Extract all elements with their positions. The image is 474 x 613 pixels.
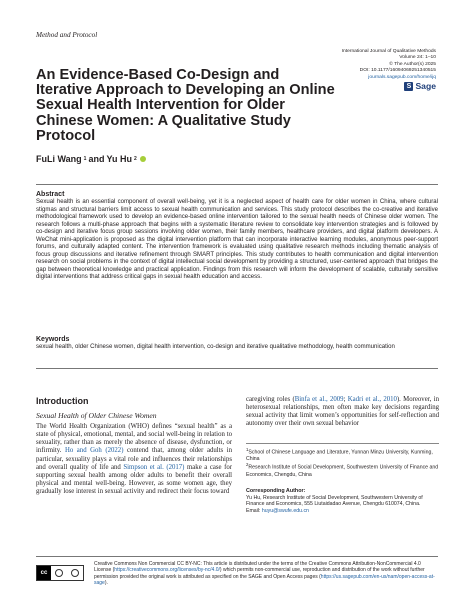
affiliation-item: $^2$Research Institute of Social Development, Southwestern University of Finance and Economics, Chengdu, China xyxy=(246,462,439,478)
affiliations xyxy=(246,447,439,478)
footnote-divider xyxy=(246,443,439,444)
divider xyxy=(36,184,438,185)
citation-link[interactable]: Binfa et al., 2009 xyxy=(294,396,344,403)
keywords-text: sexual health, older Chinese women, digital health intervention, co-design and iterative qualitative methodology, health communication xyxy=(36,344,395,350)
journal-url[interactable]: journals.sagepub.com/home/ijq xyxy=(368,74,436,80)
author-name: FuLi Wang xyxy=(36,154,82,164)
abstract-heading: Abstract xyxy=(36,191,65,198)
author-list xyxy=(36,154,146,164)
sage-logo-icon: S xyxy=(404,82,413,91)
intro-paragraph-1: The World Health Organization (WHO) defines “sexual health” as a state of physical, emotional, mental, and social well-being in relation to sexuality, rather than as merely the absence of disease, dysfunction, or infirmity. Ho and Goh (2022) contend that, among older adults in particular, sexuality plays a vital role and influences their relationships and overall quality of life and Simpson et al. (2017) make a case for supporting sexual health among older adults to benefit their overall physical and mental well-being. However, as some women age, they gradually lose interest in sexual activity and redirect their focus toward xyxy=(36,423,232,496)
author-affiliation-mark: 1 xyxy=(83,156,87,162)
subsection-heading: Sexual Health of Older Chinese Women xyxy=(36,411,157,420)
author-name: Yu Hu xyxy=(106,154,132,164)
cc-icon: cc xyxy=(37,566,51,580)
license-link[interactable]: https://creativecommons.org/licenses/by-nc/4.0/ xyxy=(114,567,220,574)
affiliation-item: $^1$School of Chinese Language and Literature, Yunnan Minzu University, Kunming, China xyxy=(246,447,433,463)
cc-by-nc-badge[interactable] xyxy=(36,565,84,581)
citation-link[interactable]: Kadri et al., 2010 xyxy=(347,396,397,403)
by-nc-icon xyxy=(51,566,83,580)
open-access-link[interactable]: https://us.sagepub.com/en-us/nam/open-access-at-sage xyxy=(94,573,435,586)
email-link[interactable]: huyu@swufe.edu.cn xyxy=(261,507,309,514)
publisher-logo xyxy=(404,81,436,91)
citation-link[interactable]: Simpson et al. (2017) xyxy=(123,463,185,471)
journal-volume: Volume 24: 1–10 xyxy=(399,55,436,61)
citation-link[interactable]: Ho and Goh (2022) xyxy=(64,447,124,455)
article-title: An Evidence-Based Co-Design and Iterative Approach to Developing an Online Sexual Health Intervention for Older Chinese Women: A Qualitative Study Protocol xyxy=(36,67,335,144)
journal-name: International Journal of Qualitative Methods xyxy=(341,49,436,54)
intro-paragraph-2: caregiving roles (Binfa et al., 2009; Kadri et al., 2010). Moreover, in heterosexual relationships, men often make key decisions regarding sexual activity that limit women’s opportunities for self-reflection and autonomy over their own sexual behavior xyxy=(246,396,439,428)
keywords-heading: Keywords xyxy=(36,336,70,343)
corresponding-author-heading: Corresponding Author: xyxy=(246,488,306,494)
abstract-text: Sexual health is an essential component of overall well-being, yet it is a neglected aspect of health care for older women in China, where cultural stigmas and structural barriers limit access to sexual health communication and services. This study protocol describes the co-creative and iterative methodological framework used to develop an evidence-based online intervention tailored to the sexual health needs of Chinese older women. The research follows a multi-phase approach that begins with a systematic literature review to consolidate key intervention strategies and is followed by co-design and iterative focus group sessions involving older women, their family members, healthcare providers, and digital platform developers. A WeChat mini-application is proposed as the digital intervention platform that can incorporate interactive learning modules, anonymous peer-support forums, and culturally adapted content. The intervention framework is evaluated using qualitative research methods including thematic analysis of focus group discussions and iterative refinement through SMART principles. This study contributes to health communication and digital intervention research on social problems in the context of digital intellectual social development by providing a structured, user-centered approach that bridges the gap between theoretical knowledge and practical application. Findings from this research will inform the development of scalable, culturally sensitive digital interventions that address critical gaps in sexual health education and access. xyxy=(36,199,438,281)
introduction-heading: Introduction xyxy=(36,396,89,406)
section-label: Method and Protocol xyxy=(36,31,98,39)
corresponding-author-email-line: Email: huyu@swufe.edu.cn xyxy=(246,507,309,514)
publisher-name: Sage xyxy=(415,81,436,91)
license-text: Creative Commons Non Commercial CC BY-NC: This article is distributed under the terms of the Creative Commons Attribution-NonCommercial 4.0 License (https://creativecommons.org/licenses/by-nc/4.0/) which permits non-commercial use, reproduction and distribution of the work without further permission provided the original work is attributed as specified on the SAGE and Open Access pages (https://us.sagepub.com/en-us/nam/open-access-at-sage). xyxy=(94,561,435,586)
orcid-icon[interactable] xyxy=(140,156,146,162)
author-separator: and xyxy=(88,154,105,164)
author-affiliation-mark: 2 xyxy=(133,156,137,162)
corresponding-author-address: Yu Hu, Research Institute of Social Development, Southwestern University of Finance and Economics, 555 Liutaidadao Avenue, Chengdu 610074, China. xyxy=(246,495,423,508)
corresponding-author-info xyxy=(246,495,439,514)
divider xyxy=(36,368,438,369)
journal-doi[interactable]: DOI: 10.1177/16094069251340515 xyxy=(359,68,436,74)
journal-copyright: © The Author(s) 2025 xyxy=(389,61,436,67)
divider xyxy=(36,556,438,557)
